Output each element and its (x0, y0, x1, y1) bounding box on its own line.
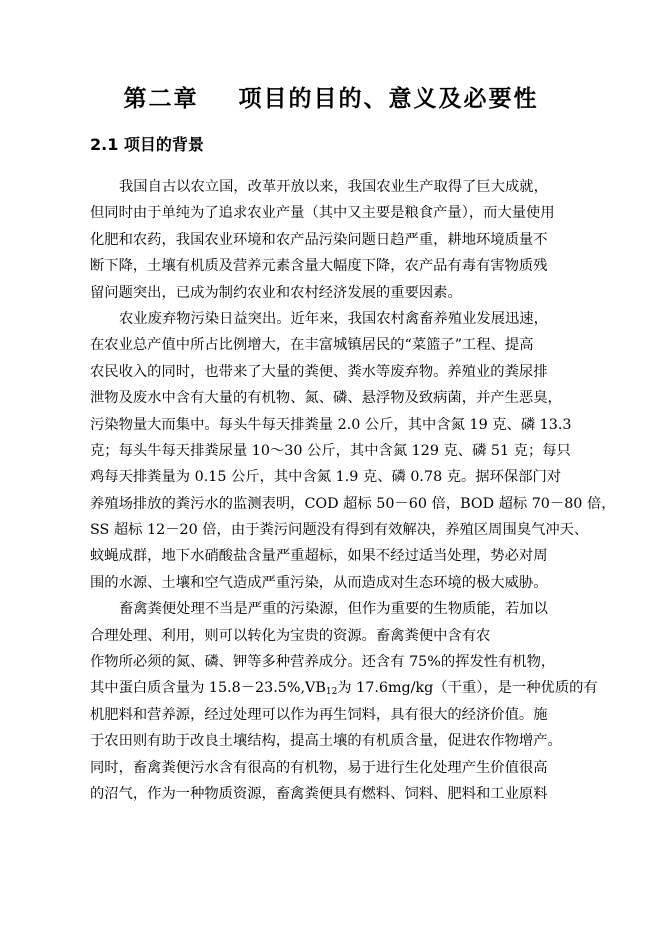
paragraph-2-line: SS 超标 12－20 倍，由于粪污问题没有得到有效解决，养殖区周围臭气冲天、 (90, 522, 589, 539)
vitamin-line-start: 其中蛋白质含量为 15.8－23.5%,VB (90, 680, 326, 697)
paragraph-1-line: 但同时由于单纯为了追求农业产量（其中又主要是粮食产量），而大量使用 (90, 205, 555, 222)
paragraph-2-line: 在农业总产值中所占比例增大，在丰富城镇居民的“菜篮子”工程、提高 (90, 337, 534, 354)
vitamin-line-end: 为 17.6mg/kg（干重），是一种优质的有 (337, 680, 598, 697)
paragraph-3-line: 于农田则有助于改良土壤结构，提高土壤的有机质含量，促进农作物增产。 (90, 733, 562, 750)
paragraph-2-line: 农民收入的同时，也带来了大量的粪便、粪水等废弃物。养殖业的粪尿排 (90, 363, 548, 380)
paragraph-2-line: 养殖场排放的粪污水的监测表明，COD 超标 50－60 倍，BOD 超标 70－80 倍， (90, 495, 616, 512)
paragraph-2-line: 蚊蝇成群，地下水硝酸盐含量严重超标，如果不经过适当处理，势必对周 (90, 548, 548, 565)
paragraph-3-line: 同时，畜禽粪便污水含有很高的有机物，易于进行生化处理产生价值很高 (90, 759, 548, 776)
body-text (90, 174, 620, 807)
paragraph-2-line: 克；每头牛每天排粪尿量 10～30 公斤，其中含氮 129 克、磷 51 克；每只 (90, 442, 571, 459)
paragraph-3-line: 机肥料和营养源，经过处理可以作为再生饲料，具有很大的经济价值。施 (90, 706, 548, 723)
paragraph-2-line: 围的水源、土壤和空气造成严重污染，从而造成对生态环境的极大威胁。 (90, 574, 548, 591)
paragraph-3-line: 的沼气，作为一种物质资源，畜禽粪便具有燃料、饲料、肥料和工业原料 (90, 785, 548, 802)
section-heading: 2.1 项目的背景 (90, 135, 204, 154)
paragraph-2-line: 农业废弃物污染日益突出。近年来，我国农村禽畜养殖业发展迅速， (119, 310, 548, 327)
chapter-title: 第二章 项目的目的、意义及必要性 (123, 86, 539, 112)
paragraph-2-line: 污染物量大而集中。每头牛每天排粪量 2.0 公斤，其中含氮 19 克、磷 13.3 (90, 416, 572, 433)
paragraph-1-line: 留问题突出，已成为制约农业和农村经济发展的重要因素。 (90, 284, 462, 301)
paragraph-1-line: 化肥和农药，我国农业环境和农产品污染问题日趋严重，耕地环境质量不 (90, 231, 548, 248)
paragraph-2-line: 泄物及废水中含有大量的有机物、氮、磷、悬浮物及致病菌，并产生恶臭， (90, 390, 562, 407)
paragraph-3-line: 畜禽粪便处理不当是严重的污染源，但作为重要的生物质能，若加以 (119, 601, 548, 618)
paragraph-1-line: 我国自古以农立国，改革开放以来，我国农业生产取得了巨大成就， (119, 179, 548, 195)
paragraph-3-vitamin-line (90, 675, 620, 701)
paragraph-3-line: 合理处理、利用，则可以转化为宝贵的资源。畜禽粪便中含有农 (90, 627, 491, 644)
paragraph-2-line: 鸡每天排粪量为 0.15 公斤，其中含氮 1.9 克、磷 0.78 克。据环保部门对 (90, 469, 562, 486)
paragraph-1-line: 断下降，土壤有机质及营养元素含量大幅度下降，农产品有毒有害物质残 (90, 258, 548, 275)
vitamin-subscript: 12 (325, 687, 338, 698)
paragraph-3-line: 作物所必须的氮、磷、钾等多种营养成分。还含有 75%的挥发性有机物， (90, 654, 556, 671)
